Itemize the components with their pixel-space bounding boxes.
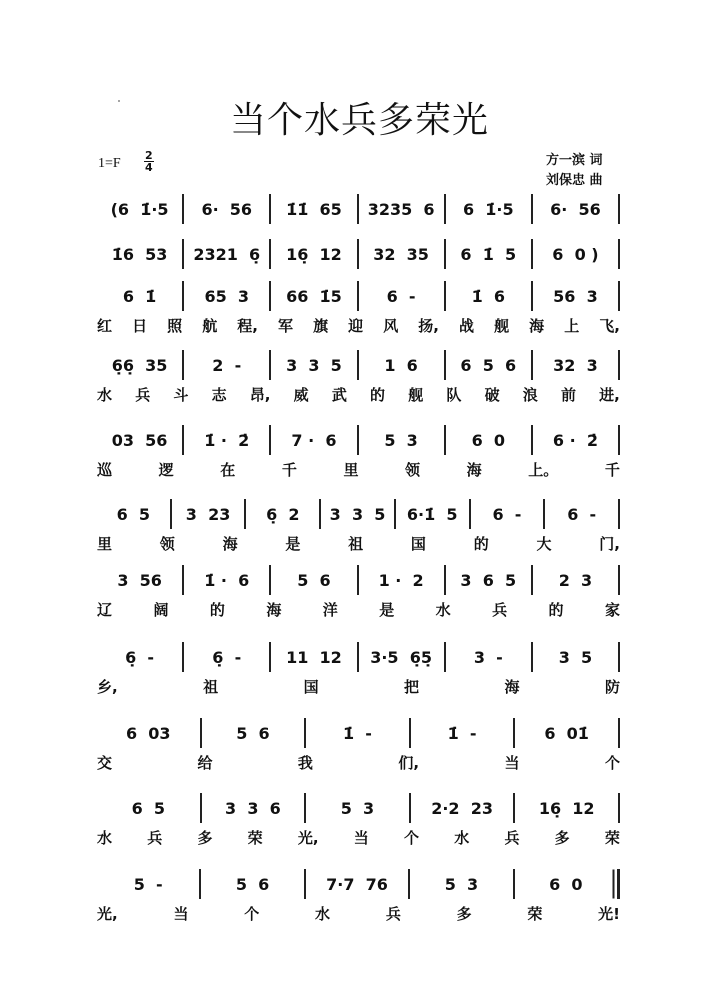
measure: 6̣ - — [212, 647, 242, 667]
composer-credit: 刘保忠 曲 — [546, 173, 603, 188]
measure: 6 - — [567, 504, 597, 524]
measure: 6· 56 — [201, 199, 253, 219]
score-row — [97, 567, 620, 619]
score-row — [97, 795, 620, 847]
measure: 6 0 ) — [552, 244, 599, 264]
measure: 1̇ - — [343, 723, 372, 743]
lyric-syllable: 水 — [435, 601, 451, 619]
lyric-syllable: 风 — [383, 317, 399, 335]
notation-line — [97, 501, 620, 527]
measure: 1̇ · 2̇ — [204, 430, 250, 450]
measure: 3 3 5 — [329, 504, 386, 524]
lyric-syllable: 的 — [548, 601, 564, 619]
measure: 32 35 — [373, 244, 429, 264]
score-row — [97, 871, 620, 923]
credits — [546, 151, 603, 191]
score-row — [97, 427, 620, 479]
lyric-syllable: 领 — [159, 535, 175, 553]
measure: 6 03 — [126, 723, 171, 743]
lyric-syllable: 防 — [604, 678, 620, 696]
lyrics-line — [97, 533, 620, 554]
score-row — [97, 283, 620, 335]
lyrics-line — [97, 384, 620, 405]
lyric-syllable: 祖 — [348, 535, 364, 553]
measure: 6· 56 — [550, 199, 601, 219]
measure: 66 1̇5 — [286, 286, 342, 306]
score-row — [97, 720, 620, 772]
measure: 6 1̇ — [122, 286, 157, 306]
measure: 3 3 6 — [225, 798, 281, 818]
score-row — [97, 241, 620, 267]
measure: 2·2 23 — [431, 798, 493, 818]
lyric-syllable: 多 — [554, 829, 570, 847]
barline — [618, 793, 620, 823]
lyrics-line — [97, 752, 620, 773]
lyric-syllable: 我 — [297, 754, 313, 772]
lyric-syllable: 把 — [404, 678, 420, 696]
lyric-syllable: 光! — [598, 905, 620, 923]
lyric-syllable: 红 — [97, 317, 113, 335]
measure: 6̣ 2 — [266, 504, 300, 524]
measure: 3 3 5 — [286, 355, 342, 375]
barline — [618, 350, 620, 380]
lyric-syllable: 的 — [473, 535, 489, 553]
measure: 3 - — [473, 647, 503, 667]
notation-line — [97, 196, 620, 222]
lyric-syllable: 是 — [379, 601, 395, 619]
lyric-syllable: 进, — [599, 386, 620, 404]
lyric-syllable: 们, — [398, 754, 420, 772]
lyrics-line — [97, 459, 620, 480]
measure: 6 - — [386, 286, 416, 306]
lyric-syllable: 迎 — [348, 317, 364, 335]
measure: 1̇ - — [447, 723, 477, 743]
lyrics-line — [97, 903, 620, 924]
lyric-syllable: 队 — [446, 386, 462, 404]
measure: 1 · 2 — [378, 570, 424, 590]
lyric-syllable: 国 — [410, 535, 426, 553]
lyric-syllable: 千 — [604, 461, 620, 479]
measure: 5 6 — [235, 874, 270, 894]
measure: 1̇1̇ 65 — [286, 199, 342, 219]
lyric-syllable: 洋 — [322, 601, 338, 619]
measure: 16̣ 12 — [538, 798, 595, 818]
notation-line — [97, 720, 620, 746]
notation-line — [97, 644, 620, 670]
measure: 5 3 — [444, 874, 479, 894]
lyric-syllable: 水 — [454, 829, 470, 847]
lyric-syllable: 国 — [303, 678, 319, 696]
measure: 56 3 — [553, 286, 598, 306]
measure: 5 3 — [340, 798, 375, 818]
lyric-syllable: 斗 — [173, 386, 189, 404]
measure: 1̇ · 6 — [204, 570, 250, 590]
lyrics-line — [97, 599, 620, 620]
measure: 6 01̇ — [544, 723, 589, 743]
measure: 1̇6 53 — [111, 244, 168, 264]
lyric-syllable: 水 — [315, 905, 331, 923]
lyric-syllable: 破 — [484, 386, 500, 404]
lyric-syllable: 军 — [278, 317, 294, 335]
measure: 3·5 6̣5̣ — [370, 647, 432, 667]
lyric-syllable: 阔 — [153, 601, 169, 619]
lyric-syllable: 程, — [237, 317, 258, 335]
lyric-syllable: 门, — [599, 535, 620, 553]
lyric-syllable: 当 — [173, 905, 189, 923]
measure: 6 1̇·5 — [462, 199, 514, 219]
score-row — [97, 501, 620, 553]
lyric-syllable: 在 — [220, 461, 236, 479]
lyric-syllable: 乡, — [97, 678, 118, 696]
barline — [618, 499, 620, 529]
measure: 32 3 — [553, 355, 598, 375]
measure: 5 6 — [297, 570, 331, 590]
lyric-syllable: 水 — [97, 386, 113, 404]
lyrics-line — [97, 676, 620, 697]
lyric-syllable: 海 — [266, 601, 282, 619]
lyric-syllable: 多 — [456, 905, 472, 923]
measure: (6 1̇·5 — [110, 199, 169, 219]
lyric-syllable: 里 — [343, 461, 359, 479]
lyric-syllable: 海 — [529, 317, 545, 335]
lyric-syllable: 个 — [604, 754, 620, 772]
barline — [618, 642, 620, 672]
measure: 6·1̇ 5 — [406, 504, 458, 524]
measure: 1 6 — [384, 355, 418, 375]
lyric-syllable: 海 — [466, 461, 482, 479]
measure: 03 56 — [111, 430, 168, 450]
notation-line — [97, 352, 620, 378]
notation-line — [97, 283, 620, 309]
measure: 6 0 — [471, 430, 505, 450]
lyric-syllable: 的 — [370, 386, 386, 404]
measure: 65 3 — [204, 286, 250, 306]
barline — [618, 239, 620, 269]
measure: 2 3 — [558, 570, 593, 590]
measure: 16̣ 12 — [286, 244, 342, 264]
lyric-syllable: 个 — [404, 829, 420, 847]
lyric-syllable: 航 — [202, 317, 218, 335]
barline — [618, 425, 620, 455]
lyric-syllable: 个 — [244, 905, 260, 923]
score-row — [97, 352, 620, 404]
barline — [618, 194, 620, 224]
lyric-syllable: 兵 — [492, 601, 508, 619]
lyric-syllable: 家 — [604, 601, 620, 619]
lyric-syllable: 荣 — [604, 829, 620, 847]
measure: 3 5 — [558, 647, 593, 667]
lyric-syllable: 旗 — [313, 317, 329, 335]
measure: 3 6 5 — [460, 570, 517, 590]
lyrics-line — [97, 315, 620, 336]
lyric-syllable: 兵 — [147, 829, 163, 847]
measure: 2 - — [212, 355, 242, 375]
lyric-syllable: 兵 — [135, 386, 151, 404]
lyric-syllable: 前 — [560, 386, 576, 404]
measure: 7·7 76 — [326, 874, 388, 894]
measure: 6̣ - — [125, 647, 155, 667]
measure: 11 12 — [286, 647, 342, 667]
lyric-syllable: 舰 — [408, 386, 424, 404]
measure: 3235 6 — [367, 199, 435, 219]
lyric-syllable: 战 — [459, 317, 475, 335]
lyric-syllable: 扬, — [418, 317, 439, 335]
lyric-syllable: 浪 — [522, 386, 538, 404]
score-row — [97, 196, 620, 222]
measure: 3 23 — [185, 504, 231, 524]
lyric-syllable: 逻 — [158, 461, 174, 479]
lyric-syllable: 海 — [504, 678, 520, 696]
lyric-syllable: 荣 — [247, 829, 263, 847]
lyric-syllable: 当 — [504, 754, 520, 772]
score-row — [97, 644, 620, 696]
measure: 7 · 6 — [291, 430, 337, 450]
lyric-syllable: 舰 — [494, 317, 510, 335]
measure: 5 3 — [384, 430, 418, 450]
notation-line — [97, 427, 620, 453]
lyric-syllable: 交 — [97, 754, 113, 772]
lyric-syllable: 是 — [285, 535, 301, 553]
lyric-syllable: 的 — [209, 601, 225, 619]
measure: 6̣6̣ 35 — [111, 355, 168, 375]
measure: 6 5 — [131, 798, 165, 818]
song-title: 当个水兵多荣光 — [229, 100, 489, 142]
lyric-syllable: 荣 — [527, 905, 543, 923]
lyric-syllable: 光, — [97, 905, 118, 923]
lyric-syllable: 给 — [197, 754, 213, 772]
lyric-syllable: 当 — [353, 829, 369, 847]
lyric-syllable: 大 — [536, 535, 552, 553]
measure: 1̇ 6 — [471, 286, 505, 306]
notation-line — [97, 241, 620, 267]
lyrics-line — [97, 827, 620, 848]
lyric-syllable: 上。 — [528, 461, 559, 479]
lyric-syllable: 日 — [132, 317, 148, 335]
key-signature: 1=F — [98, 156, 121, 171]
lyric-syllable: 巡 — [97, 461, 113, 479]
lyric-syllable: 辽 — [97, 601, 113, 619]
lyric-syllable: 千 — [281, 461, 297, 479]
lyric-syllable: 祖 — [203, 678, 219, 696]
lyric-syllable: 威 — [293, 386, 309, 404]
lyric-syllable: 兵 — [385, 905, 401, 923]
lyric-syllable: 上 — [564, 317, 580, 335]
time-signature-bottom: 4 — [145, 161, 153, 174]
measure: 6 1̇ 5 — [460, 244, 517, 264]
barline — [618, 565, 620, 595]
notation-line — [97, 795, 620, 821]
lyric-syllable: 多 — [197, 829, 213, 847]
measure: 6 0 — [549, 874, 583, 894]
measure: 6 - — [492, 504, 522, 524]
measure: 2321 6̣ — [193, 244, 261, 264]
measure: 6 5 — [116, 504, 151, 524]
lyric-syllable: 武 — [331, 386, 347, 404]
lyric-syllable: 志 — [211, 386, 227, 404]
final-barline — [617, 869, 620, 899]
lyric-syllable: 飞, — [599, 317, 620, 335]
lyricist-credit: 方一滨 词 — [546, 153, 603, 168]
lyric-syllable: 领 — [405, 461, 421, 479]
lyric-syllable: 海 — [222, 535, 238, 553]
lyric-syllable: 兵 — [504, 829, 520, 847]
time-signature-top: 2 — [145, 149, 153, 162]
notation-line — [97, 567, 620, 593]
measure: 6 5 6 — [460, 355, 517, 375]
lyric-syllable: 水 — [97, 829, 113, 847]
lyric-syllable: 昂, — [249, 386, 271, 404]
measure: 5 6 — [236, 723, 270, 743]
lyric-syllable: 照 — [167, 317, 183, 335]
barline — [618, 718, 620, 748]
lyric-syllable: 里 — [97, 535, 113, 553]
measure: 6 · 2̇ — [552, 430, 598, 450]
barline — [618, 281, 620, 311]
lyric-syllable: 光, — [297, 829, 319, 847]
notation-line — [97, 871, 620, 897]
time-signature — [144, 150, 154, 173]
measure: 3 56 — [117, 570, 162, 590]
measure: 5 - — [133, 874, 163, 894]
